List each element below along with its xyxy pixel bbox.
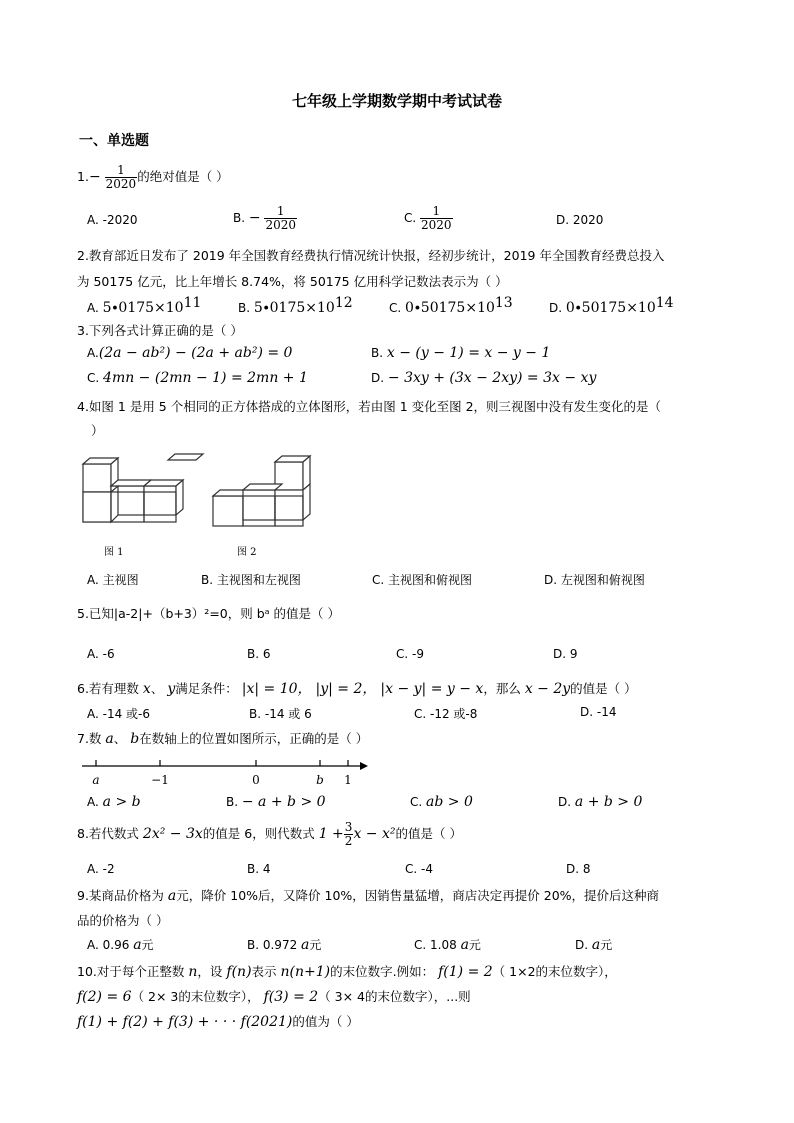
q9-stem-line1: 9.某商品价格为 a元，降价 10%后，又降价 10%，因销售量猛增，商店决定再提价 20%，提价后这种商 bbox=[77, 888, 660, 904]
axis-label-a: a bbox=[92, 773, 100, 787]
q2-option-b[interactable]: B. $5\cdot 0175\times 10^{12}$ bbox=[238, 295, 353, 316]
axis-label-b: b bbox=[316, 773, 324, 787]
q4-option-a[interactable]: A. 主视图 bbox=[87, 573, 139, 587]
q4-stem-line1: 4.如图 1 是用 5 个相同的正方体搭成的立体图形，若由图 1 变化至图 2，则三视图中没有发生变化的是（ bbox=[77, 399, 662, 414]
q10-stem-line1: 10.对于每个正整数 n，设 f(n)表示 n(n+1)的末位数字.例如： f(1) = 2（ 1×2的末位数字）， bbox=[77, 964, 617, 980]
q4-option-d[interactable]: D. 左视图和俯视图 bbox=[544, 573, 645, 587]
q7-option-c[interactable]: C. ab > 0 bbox=[410, 794, 473, 810]
q1-fraction: $\frac{1}{2020}$ bbox=[105, 163, 137, 191]
q3-stem: 3.下列各式计算正确的是（ ） bbox=[77, 323, 243, 338]
q5-option-c[interactable]: C. -9 bbox=[396, 647, 424, 661]
q10-stem-line3: f(1) + f(2) + f(3) + · · · f(2021)的值为（ ） bbox=[77, 1014, 359, 1030]
q9-option-d[interactable]: D. a元 bbox=[575, 937, 613, 953]
q5-option-a[interactable]: A. -6 bbox=[87, 647, 115, 661]
axis-label-neg1: −1 bbox=[151, 773, 169, 787]
q10-stem-line2: f(2) = 6（ 2× 3的末位数字）， f(3) = 2（ 3× 4的末位数字），...则 bbox=[77, 989, 471, 1005]
q1-option-a[interactable]: A. -2020 bbox=[87, 213, 138, 227]
q5-option-d[interactable]: D. 9 bbox=[553, 647, 578, 661]
number-line bbox=[78, 752, 378, 792]
q2-option-c[interactable]: C. $0\cdot 50175\times 10^{13}$ bbox=[389, 295, 513, 316]
q8-option-c[interactable]: C. -4 bbox=[405, 862, 433, 876]
q7-option-d[interactable]: D. a + b > 0 bbox=[558, 794, 643, 810]
q8-stem: 8.若代数式 2x² − 3x的值是 6，则代数式 1 + $\frac{3}{2}$ x − x²的值是（ ） bbox=[77, 820, 462, 848]
q2-stem-line1: 2.教育部近日发布了 2019 年全国教育经费执行情况统计快报，经初步统计，2019 年全国教育经费总投入 bbox=[77, 248, 665, 263]
q4-option-c[interactable]: C. 主视图和俯视图 bbox=[372, 573, 473, 587]
q8-option-a[interactable]: A. -2 bbox=[87, 862, 115, 876]
q9-option-a[interactable]: A. 0.96 a元 bbox=[87, 937, 154, 953]
q2-option-d[interactable]: D. $0\cdot 50175\times 10^{14}$ bbox=[549, 295, 674, 316]
q6-stem: 6.若有理数 x、 y满足条件： |x| = 10， |y| = 2， |x − y| = y − x，那么 x − 2y的值是（ ） bbox=[77, 681, 637, 697]
q3-option-c[interactable]: C. 4mn − (2mn − 1) = 2mn + 1 bbox=[87, 370, 308, 386]
q9-stem-line2: 品的价格为（ ） bbox=[77, 913, 169, 928]
q1-number: 1. bbox=[77, 169, 89, 184]
q8-option-d[interactable]: D. 8 bbox=[566, 862, 591, 876]
q3-option-d[interactable]: D. − 3xy + (3x − 2xy) = 3x − xy bbox=[371, 370, 597, 386]
q3-option-a[interactable]: A.(2a − ab²) − (2a + ab²) = 0 bbox=[87, 345, 293, 361]
q9-option-b[interactable]: B. 0.972 a元 bbox=[247, 937, 322, 953]
q8-option-b[interactable]: B. 4 bbox=[247, 862, 271, 876]
q6-option-b[interactable]: B. -14 或 6 bbox=[249, 707, 312, 721]
q1-option-d[interactable]: D. 2020 bbox=[556, 213, 604, 227]
q4-stem-line2: ） bbox=[91, 423, 104, 438]
q5-stem: 5.已知|a-2|+（b+3）²=0，则 bᵃ 的值是（ ） bbox=[77, 606, 340, 621]
q4-option-b[interactable]: B. 主视图和左视图 bbox=[201, 573, 301, 587]
page-title: 七年级上学期数学期中考试试卷 bbox=[291, 92, 502, 110]
q6-option-c[interactable]: C. -12 或-8 bbox=[414, 707, 478, 721]
question-1: 1.− $\frac{1}{2020}$ 的绝对值是（ ） bbox=[77, 163, 229, 191]
q9-option-c[interactable]: C. 1.08 a元 bbox=[414, 937, 481, 953]
q6-option-d[interactable]: D. -14 bbox=[580, 705, 617, 719]
q5-option-b[interactable]: B. 6 bbox=[247, 647, 271, 661]
q3-option-b[interactable]: B. x − (y − 1) = x − y − 1 bbox=[371, 345, 551, 361]
figure-1-caption: 图 1 bbox=[104, 547, 124, 558]
q7-option-b[interactable]: B. − a + b > 0 bbox=[226, 794, 326, 810]
q7-stem: 7.数 a、 b在数轴上的位置如图所示，正确的是（ ） bbox=[77, 731, 369, 747]
q2-stem-line2: 为 50175 亿元，比上年增长 8.74%，将 50175 亿用科学记数法表示为（ ） bbox=[77, 274, 508, 289]
axis-label-1: 1 bbox=[344, 773, 352, 787]
q1-option-c[interactable]: C. $\frac{1}{2020}$ bbox=[404, 204, 452, 232]
q6-option-a[interactable]: A. -14 或-6 bbox=[87, 707, 151, 721]
q1-option-b[interactable]: B. − $\frac{1}{2020}$ bbox=[233, 204, 296, 232]
axis-label-0: 0 bbox=[252, 773, 260, 787]
section-heading: 一、单选题 bbox=[79, 133, 149, 149]
q2-option-a[interactable]: A. $5\cdot 0175\times 10^{11}$ bbox=[87, 295, 202, 316]
figure-2-caption: 图 2 bbox=[237, 547, 257, 558]
q7-option-a[interactable]: A. a > b bbox=[87, 794, 141, 810]
cube-figure-2 bbox=[205, 448, 335, 538]
